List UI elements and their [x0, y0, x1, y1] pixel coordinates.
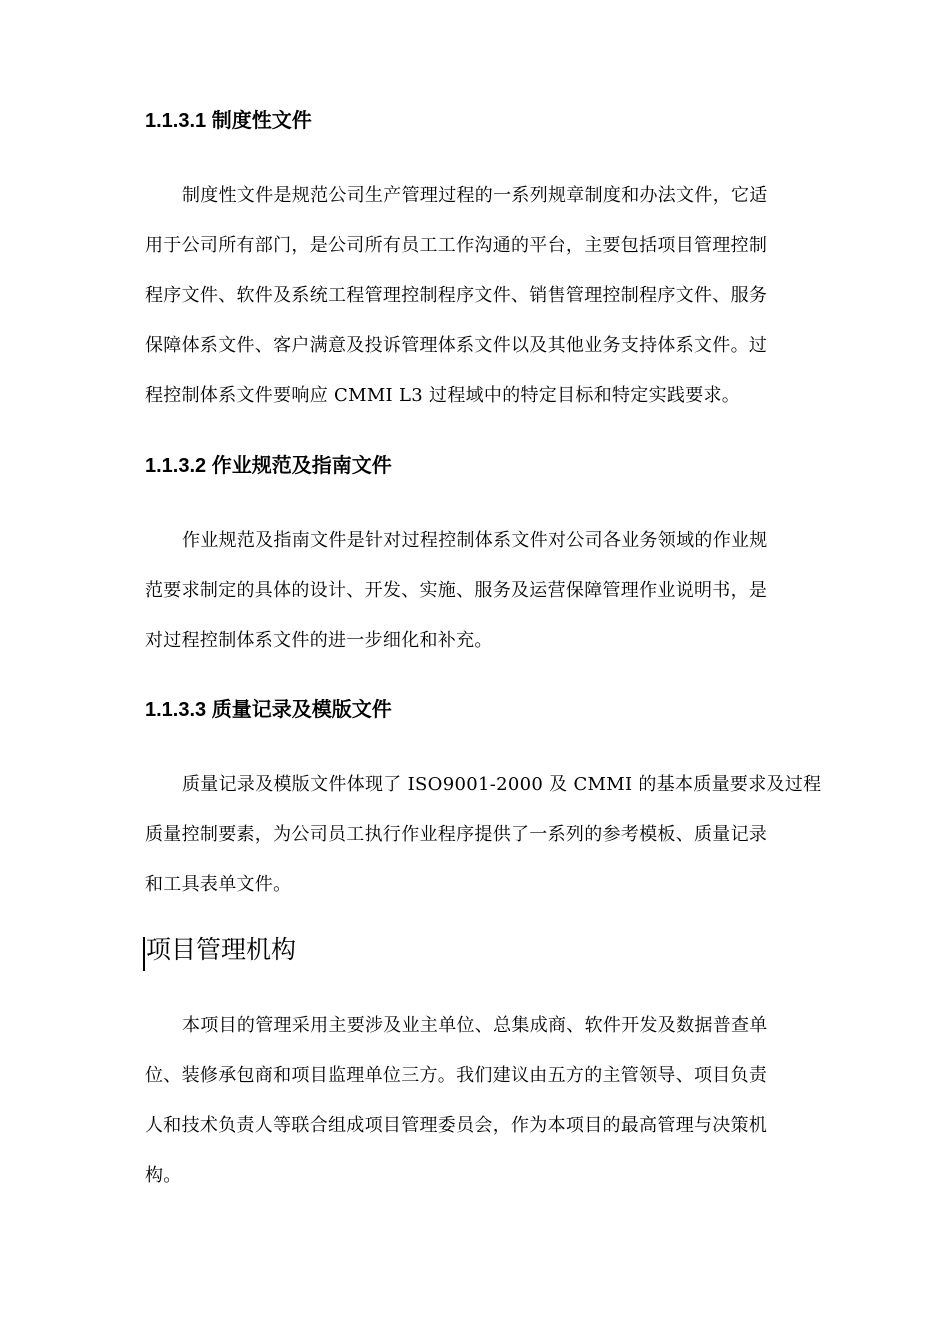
paragraph-line: 范要求制定的具体的设计、开发、实施、服务及运营保障管理作业说明书，是	[145, 580, 768, 601]
paragraph-line: 制度性文件是规范公司生产管理过程的一系列规章制度和办法文件，它适	[182, 185, 768, 206]
section-paragraph-1-1-3-3	[145, 760, 822, 910]
paragraph-line: 作业规范及指南文件是针对过程控制体系文件对公司各业务领域的作业规	[182, 530, 768, 551]
main-section-paragraph	[145, 1001, 807, 1201]
paragraph-line: 人和技术负责人等联合组成项目管理委员会，作为本项目的最高管理与决策机	[145, 1115, 768, 1136]
paragraph-line: 程控制体系文件要响应 CMMI L3 过程域中的特定目标和特定实践要求。	[145, 385, 741, 406]
paragraph-line: 用于公司所有部门，是公司所有员工工作沟通的平台，主要包括项目管理控制	[145, 235, 768, 256]
main-section-heading: 项目管理机构	[146, 935, 297, 964]
section-paragraph-1-1-3-1	[145, 171, 807, 421]
paragraph-line: 程序文件、软件及系统工程管理控制程序文件、销售管理控制程序文件、服务	[145, 285, 768, 306]
paragraph-line: 质量记录及模版文件体现了 ISO9001-2000 及 CMMI 的基本质量要求及过程	[182, 774, 822, 795]
paragraph-line: 质量控制要素，为公司员工执行作业程序提供了一系列的参考模板、质量记录	[145, 824, 768, 845]
paragraph-line: 和工具表单文件。	[145, 874, 292, 895]
section-paragraph-1-1-3-2	[145, 516, 807, 666]
paragraph-line: 构。	[145, 1165, 182, 1186]
text-cursor	[143, 937, 145, 971]
paragraph-line: 位、装修承包商和项目监理单位三方。我们建议由五方的主管领导、项目负责	[145, 1065, 768, 1086]
section-heading-1-1-3-3: 1.1.3.3 质量记录及模版文件	[145, 699, 392, 721]
paragraph-line: 保障体系文件、客户满意及投诉管理体系文件以及其他业务支持体系文件。过	[145, 335, 768, 356]
paragraph-line: 本项目的管理采用主要涉及业主单位、总集成商、软件开发及数据普查单	[182, 1015, 768, 1036]
paragraph-line: 对过程控制体系文件的进一步细化和补充。	[145, 630, 493, 651]
section-heading-1-1-3-1: 1.1.3.1 制度性文件	[145, 110, 312, 132]
section-heading-1-1-3-2: 1.1.3.2 作业规范及指南文件	[145, 455, 392, 477]
